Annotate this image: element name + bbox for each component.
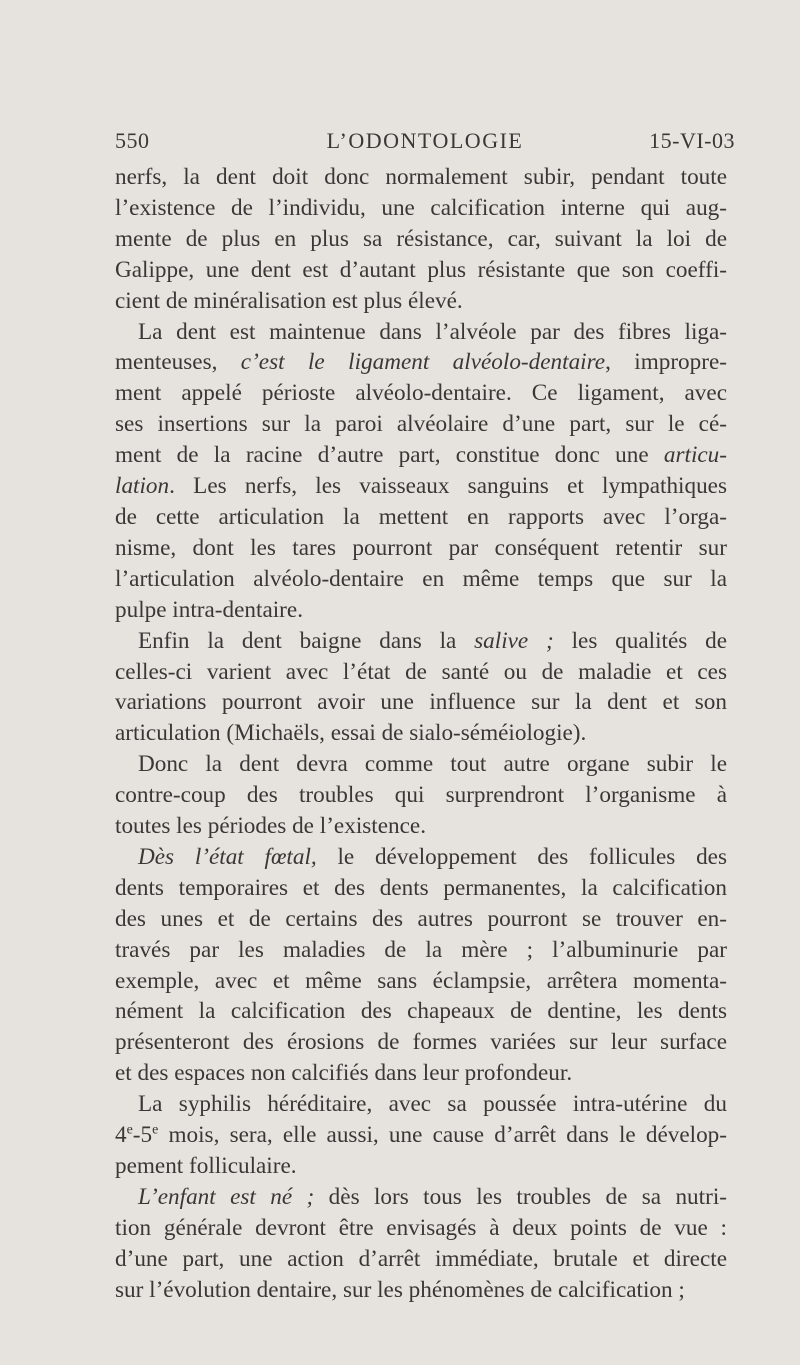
text-line: pement folliculaire. bbox=[115, 1153, 297, 1179]
text-line: tion générale devront être envisagés à deux points de vue : bbox=[115, 1214, 727, 1241]
text-line: toutes les périodes de l’existence. bbox=[115, 813, 426, 840]
text-line: La syphilis héréditaire, avec sa poussée intra-utérine du bbox=[138, 1091, 727, 1118]
text-line: présenteront des érosions de formes variées sur leur surface bbox=[115, 1029, 727, 1056]
journal-title: L’ODONTOLOGIE bbox=[326, 128, 524, 153]
text-line: mente de plus en plus sa résistance, car, suivant la loi de bbox=[115, 225, 727, 252]
text-line: articulation (Michaëls, essai de sialo-séméiologie). bbox=[115, 720, 587, 747]
text-line: contre-coup des troubles qui surprendront l’organisme à bbox=[115, 782, 727, 809]
text-line: des unes et de certains des autres pourront se trouver en- bbox=[115, 905, 727, 932]
paragraph bbox=[115, 162, 727, 317]
paragraph bbox=[115, 749, 727, 842]
text-line: lation. Les nerfs, les vaisseaux sanguins et lympathiques bbox=[115, 473, 727, 500]
text-line: L’enfant est né ; dès lors tous les troubles de sa nutri- bbox=[138, 1183, 727, 1210]
text-line: l’existence de l’individu, une calcification interne qui aug- bbox=[115, 194, 727, 221]
text-line: Galippe, une dent est d’autant plus résistante que son coeffi- bbox=[115, 256, 727, 283]
running-header bbox=[115, 128, 735, 162]
text-line: ment de la racine d’autre part, constitue donc une articu- bbox=[115, 442, 727, 469]
paragraph bbox=[115, 1182, 727, 1306]
text-line: nerfs, la dent doit donc normalement subir, pendant toute bbox=[115, 164, 727, 190]
text-line: pulpe intra-dentaire. bbox=[115, 596, 303, 623]
text-line: variations pourront avoir une influence sur la dent et son bbox=[115, 689, 727, 716]
text-line: La dent est maintenue dans l’alvéole par des fibres liga- bbox=[138, 318, 727, 345]
body-text bbox=[115, 162, 727, 1306]
text-line: Enfin la dent baigne dans la salive ; les qualités de bbox=[138, 627, 728, 654]
text-line: d’une part, une action d’arrêt immédiate, brutale et directe bbox=[115, 1245, 727, 1272]
text-line: ment appelé périoste alvéolo-dentaire. Ce ligament, avec bbox=[115, 380, 727, 407]
text-line: et des espaces non calcifiés dans leur profondeur. bbox=[115, 1060, 573, 1087]
paragraph bbox=[115, 1089, 727, 1182]
paragraph bbox=[115, 626, 727, 750]
text-line: celles-ci varient avec l’état de santé ou de maladie et ces bbox=[115, 658, 727, 685]
text-line: nément la calcification des chapeaux de dentine, les dents bbox=[115, 998, 727, 1025]
text-line: Donc la dent devra comme tout autre organe subir le bbox=[138, 751, 727, 778]
text-line: Dès l’état fœtal, le développement des follicules des bbox=[138, 843, 727, 870]
text-line: 4e-5e mois, sera, elle aussi, une cause d’arrêt dans le dévelop- bbox=[115, 1122, 727, 1149]
text-line: través par les maladies de la mère ; l’albuminurie par bbox=[115, 936, 727, 963]
page-number: 550 bbox=[115, 128, 150, 153]
text-line: exemple, avec et même sans éclampsie, arrêtera momenta- bbox=[115, 967, 727, 994]
text-line: menteuses, c’est le ligament alvéolo-dentaire, impropre- bbox=[115, 349, 727, 376]
text-line: ses insertions sur la paroi alvéolaire d’une part, sur le cé- bbox=[115, 411, 727, 438]
paragraph bbox=[115, 317, 727, 626]
text-line: nisme, dont les tares pourront par conséquent retentir sur bbox=[115, 534, 727, 561]
text-line: de cette articulation la mettent en rapports avec l’orga- bbox=[115, 503, 727, 530]
text-line: dents temporaires et des dents permanentes, la calcification bbox=[115, 874, 727, 901]
text-line: l’articulation alvéolo-dentaire en même temps que sur la bbox=[115, 565, 727, 592]
text-line: cient de minéralisation est plus élevé. bbox=[115, 287, 463, 314]
paragraph bbox=[115, 842, 727, 1089]
text-line: sur l’évolution dentaire, sur les phénomènes de calcification ; bbox=[115, 1276, 685, 1303]
issue-date: 15-VI-03 bbox=[649, 128, 735, 153]
